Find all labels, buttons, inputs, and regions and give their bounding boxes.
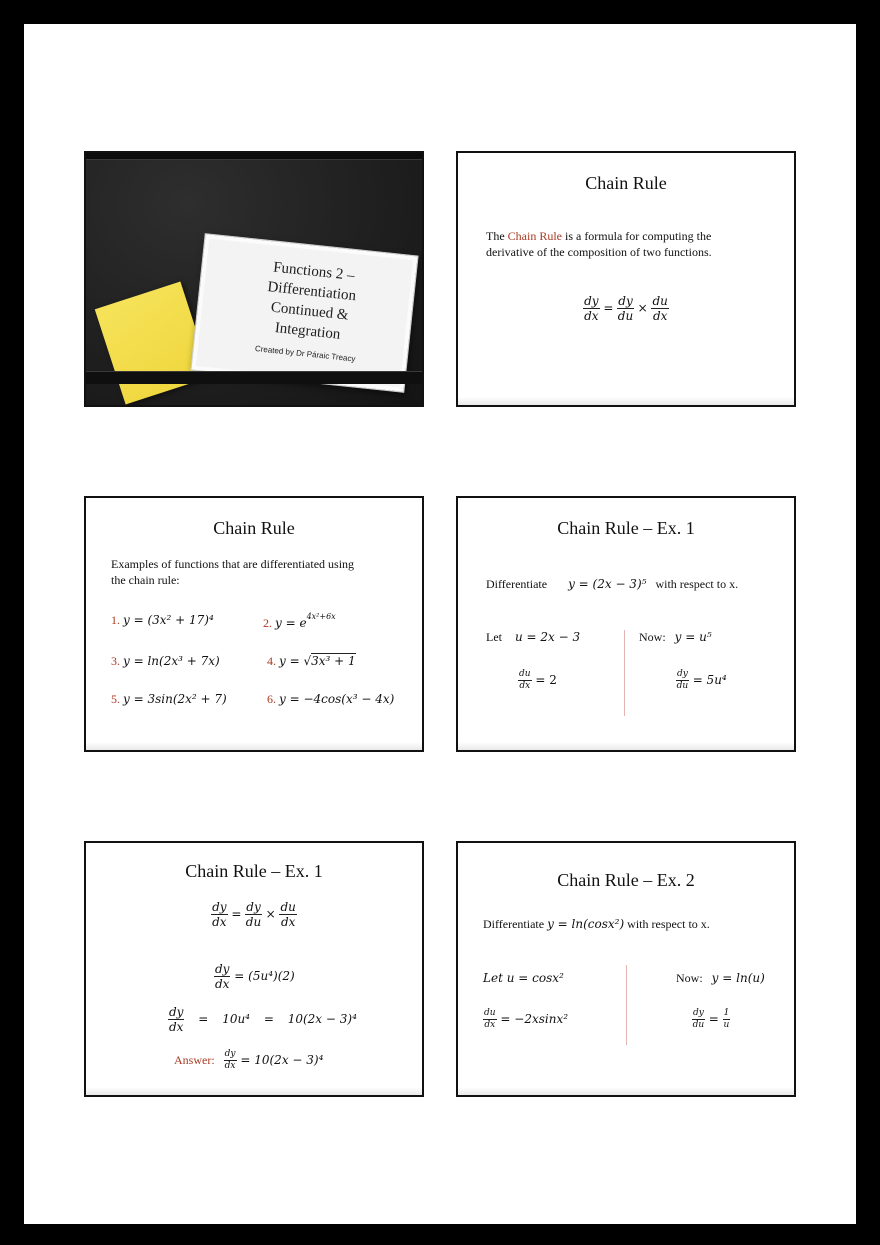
expression: u = 2x − 3 [515, 630, 581, 644]
expression: y = −4cos(x³ − 4x) [279, 692, 395, 706]
title-line: Continued & [270, 299, 350, 324]
times: × [637, 301, 648, 315]
item-number: 5. [111, 692, 120, 706]
slide-title: Chain Rule – Ex. 1 [185, 861, 323, 881]
den: du [692, 1020, 705, 1030]
num: dy [618, 294, 633, 308]
equals: = [198, 1012, 209, 1026]
slide-title: Chain Rule [585, 173, 667, 193]
expression: y = ln(2x³ + 7x) [123, 654, 220, 668]
step-2 [168, 1006, 357, 1033]
radicand: 3x³ + 1 [311, 654, 356, 668]
num: du [519, 669, 531, 679]
equals: = [603, 301, 614, 315]
den: dx [484, 1020, 496, 1030]
text: is a formula for computing the [561, 229, 712, 243]
title-line: Integration [274, 320, 342, 343]
den: dx [652, 309, 668, 323]
title-card [191, 234, 417, 392]
expression: y = 3sin(2x² + 7) [123, 692, 227, 706]
dark-band [86, 371, 422, 384]
den: dx [519, 681, 531, 691]
num: dy [224, 1049, 236, 1059]
item-number: 1. [111, 613, 120, 627]
item-number: 3. [111, 654, 120, 668]
title-line: Functions 2 – [272, 259, 356, 284]
den: dx [215, 977, 230, 991]
title-line: Differentiation [266, 279, 357, 305]
equals: = [708, 1012, 719, 1026]
example-4 [267, 653, 356, 669]
slide-3-chain-rule-examples [84, 496, 424, 752]
intro-text [111, 556, 411, 588]
text: Let [486, 630, 502, 644]
text: with respect to x. [655, 577, 739, 591]
column-divider [624, 630, 625, 716]
chain-rule-formula [458, 295, 794, 322]
expression: y = (3x² + 17)⁴ [123, 613, 214, 627]
num: 1 [723, 1008, 730, 1018]
times: × [265, 907, 276, 921]
num: du [652, 294, 668, 308]
den: dx [169, 1020, 184, 1034]
example-1 [111, 612, 214, 628]
du-dx-result [483, 1009, 568, 1030]
item-number: 2. [263, 616, 272, 630]
slide-2-chain-rule [456, 151, 796, 407]
text: the chain rule: [111, 573, 180, 587]
now-expression [676, 970, 765, 986]
definition-text [486, 228, 786, 260]
slide-title: Chain Rule [213, 518, 295, 538]
equals: = [231, 907, 242, 921]
answer-value: = 10(2x − 3)⁴ [240, 1053, 324, 1067]
expression: y = √ [279, 654, 312, 668]
slide-4-example-1 [456, 496, 796, 752]
example-3 [111, 653, 220, 669]
rhs: 10(2x − 3)⁴ [287, 1012, 357, 1026]
dy-du-result [692, 1009, 730, 1030]
text: Examples of functions that are differentiated using [111, 557, 355, 571]
dy-du-result [676, 670, 727, 691]
slide-title: Chain Rule – Ex. 2 [557, 870, 695, 890]
rhs: = 5u⁴ [692, 673, 727, 687]
slide-title: Chain Rule – Ex. 1 [557, 518, 695, 538]
example-2 [263, 612, 336, 631]
now-expression [639, 629, 712, 645]
slide-6-example-2 [456, 841, 796, 1097]
text: derivative of the composition of two functions. [486, 245, 712, 259]
den: dx [584, 309, 599, 323]
text: Now: [676, 971, 703, 985]
slide-5-example-1-solution [84, 841, 424, 1097]
answer-label: Answer: [174, 1053, 215, 1067]
den: dx [224, 1061, 236, 1071]
num: dy [246, 900, 261, 914]
presentation-title [220, 253, 402, 351]
den: u [723, 1020, 730, 1030]
num: dy [584, 294, 599, 308]
let-substitution: Let u = cosx² [483, 971, 564, 985]
equals: = [263, 1012, 274, 1026]
chain-rule-highlight: Chain Rule [507, 229, 562, 243]
example-6 [267, 691, 394, 707]
num: dy [693, 1008, 704, 1018]
num: dy [169, 1005, 184, 1019]
rhs: = 2 [535, 673, 557, 687]
problem-statement [483, 916, 710, 932]
let-substitution [486, 629, 580, 645]
expression: y = (2x − 3)⁵ [568, 577, 647, 591]
den: dx [280, 915, 296, 929]
item-number: 4. [267, 654, 276, 668]
num: du [484, 1008, 496, 1018]
du-dx-result [518, 670, 557, 691]
den: du [617, 309, 634, 323]
expression: y = ln(cosx²) [547, 917, 625, 931]
text: Now: [639, 630, 666, 644]
num: du [280, 900, 296, 914]
answer-line [174, 1050, 323, 1071]
step-1 [214, 963, 295, 990]
den: du [245, 915, 262, 929]
den: dx [212, 915, 227, 929]
slide-1-title [84, 151, 424, 407]
rhs: = −2xsinx² [500, 1012, 569, 1026]
expression: y = u⁵ [674, 630, 712, 644]
column-divider [626, 965, 627, 1045]
author-credit: Created by Dr Páraic Treacy [254, 344, 356, 364]
example-5 [111, 691, 227, 707]
num: dy [677, 669, 688, 679]
chain-rule-formula [86, 901, 422, 928]
num: dy [212, 900, 227, 914]
den: du [676, 681, 689, 691]
expression: y = e [275, 616, 307, 630]
num: dy [215, 962, 230, 976]
top-bar [86, 153, 422, 160]
rhs: = (5u⁴)(2) [234, 969, 295, 983]
text: with respect to x. [627, 917, 710, 931]
exponent: 4x²+6x [306, 612, 336, 621]
handout-page [24, 24, 856, 1224]
text: Differentiate [486, 577, 548, 591]
text: The [486, 229, 508, 243]
mid-expression: 10u⁴ [222, 1012, 250, 1026]
item-number: 6. [267, 692, 276, 706]
expression: y = ln(u) [711, 971, 765, 985]
text: Differentiate [483, 917, 545, 931]
problem-statement [486, 576, 738, 592]
